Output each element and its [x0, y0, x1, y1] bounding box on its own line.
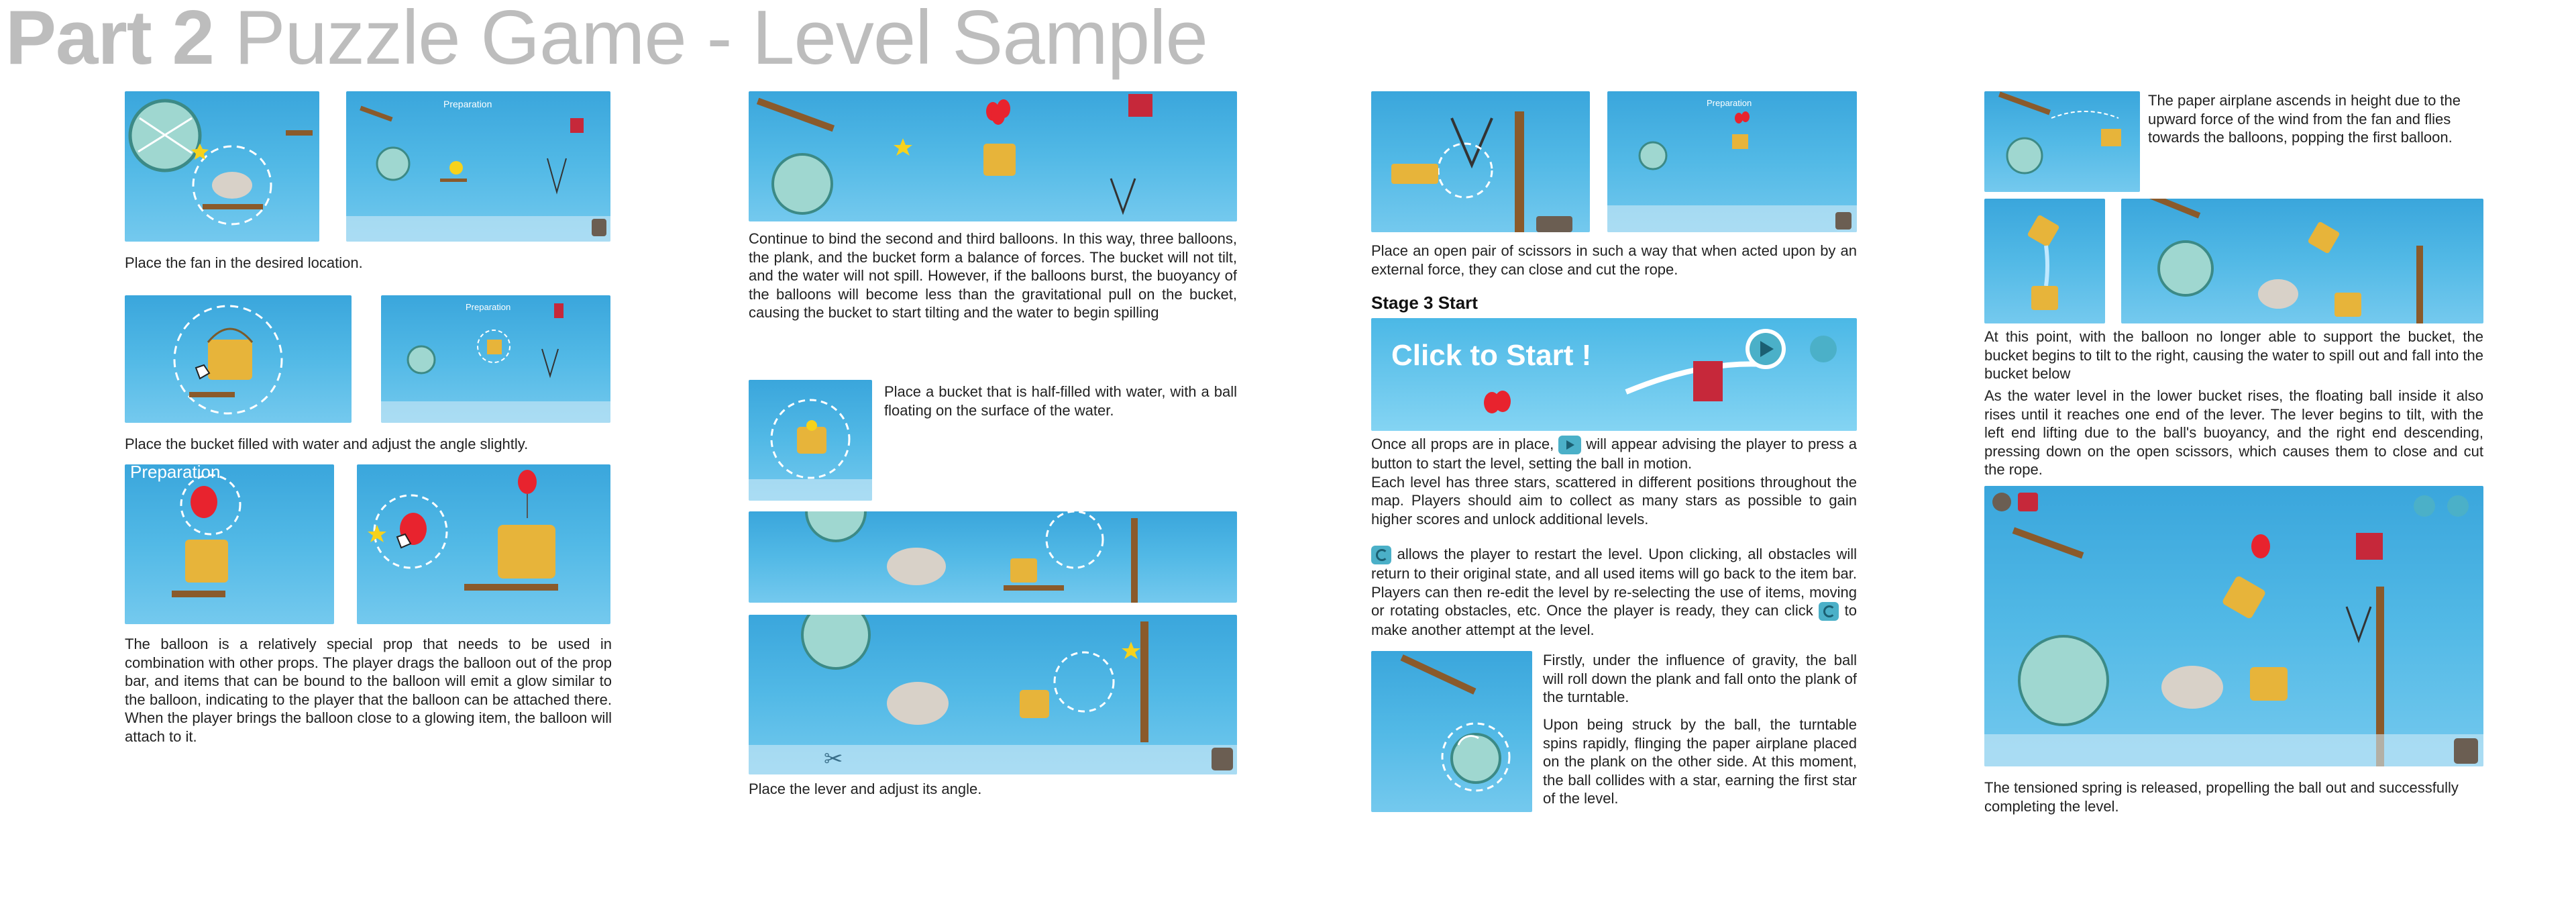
- screenshot-start-banner: [1371, 318, 1857, 431]
- preparation-label: Preparation: [443, 99, 492, 109]
- page-title: Part 2 Puzzle Game - Level Sample: [5, 0, 1208, 81]
- caption-tilt: At this point, with the balloon no longer able to support the bucket, the bucket begins to tilt to the right, causing the water to spill out and fall into the bucket below: [1984, 328, 2483, 382]
- caption-spring: The tensioned spring is released, propelling the ball out and successfully completing the level.: [1984, 779, 2459, 815]
- caption-turntable: Upon being struck by the ball, the turntable spins rapidly, flinging the paper airplane placed on the plank on the other side. At this moment, the ball collides with a star, earning the first star of the level.: [1543, 716, 1857, 807]
- screenshot-three-balloons: [749, 91, 1237, 221]
- caption-airplane: The paper airplane ascends in height due to the upward force of the wind from the fan and flies towards the balloons, popping the first balloon.: [2148, 92, 2461, 146]
- screenshot-completion: [1984, 486, 2483, 766]
- screenshot-spill-2: [2121, 199, 2483, 323]
- preparation-label-4: Preparation: [1707, 98, 1752, 108]
- preparation-label-3: Preparation: [130, 464, 221, 482]
- screenshot-half-bucket: [749, 380, 872, 501]
- caption-half-bucket: Place a bucket that is half-filled with water, with a ball floating on the surface of the water.: [884, 383, 1237, 419]
- screenshot-lever-2: [749, 615, 1237, 774]
- caption-gravity: Firstly, under the influence of gravity, the ball will roll down the plank and fall onto the plank of the turntable.: [1543, 652, 1857, 705]
- screenshot-preparation-3: [1607, 91, 1857, 232]
- preparation-label-2: Preparation: [466, 302, 511, 312]
- screenshot-turntable: [1371, 651, 1532, 812]
- screenshot-balloon-closeup-2: [357, 464, 610, 624]
- screenshot-fan-closeup: [125, 91, 319, 242]
- stage3-heading: Stage 3 Start: [1371, 293, 1478, 313]
- restart-icon[interactable]: [1371, 546, 1391, 564]
- screenshot-spill-1: [1984, 199, 2105, 323]
- caption-fan: Place the fan in the desired location.: [125, 254, 363, 271]
- screenshot-airplane: [1984, 91, 2140, 192]
- screenshot-scissors-closeup: [1371, 91, 1590, 232]
- restart-icon-inline[interactable]: [1819, 602, 1839, 621]
- caption-bucket: Place the bucket filled with water and adjust the angle slightly.: [125, 436, 529, 452]
- stars-description: Each level has three stars, scattered in different positions throughout the map. Players should aim to collect as many stars as possible to gain higher scores and unlock additional levels.: [1371, 473, 1857, 528]
- svg-text:✂: ✂: [824, 746, 843, 772]
- screenshot-preparation-1: [346, 91, 610, 242]
- caption-balloon: The balloon is a relatively special prop that needs to be used in combination with other props. The player drags the balloon out of the prop bar, and items that can be bound to the balloon will emit a glow similar to the balloon, indicating to the player that the balloon can be attached there. When the player brings the balloon close to a glowing item, the balloon will attach to it.: [125, 636, 612, 745]
- caption-scissors: Place an open pair of scissors in such a way that when acted upon by an external force, they can close and cut the rope.: [1371, 242, 1857, 278]
- screenshot-lever-1: [749, 511, 1237, 603]
- screenshot-balloon-closeup-1: [125, 464, 334, 624]
- start-description: Once all props are in place, will appear advising the player to press a button to start the level, setting the ball in motion. Each level has three stars, scattered in different positions throughout the map. Players should aim to collect as many stars as possible to gain higher scores and unlock additional levels.: [1371, 436, 1857, 528]
- screenshot-preparation-2: [381, 295, 610, 423]
- screenshot-bucket-closeup: [125, 295, 352, 423]
- caption-lever: Place the lever and adjust its angle.: [749, 781, 982, 797]
- restart-description: allows the player to restart the level. Upon clicking, all obstacles will return to their original state, and all used items will go back to the item bar. Players can then re-edit the level by re-selecting the use of items, moving or rotating obstacles, etc. Once the player is ready, they can click to make another attempt at the level.: [1371, 546, 1857, 639]
- caption-water-rise: As the water level in the lower bucket rises, the floating ball inside it also rises until it reaches one end of the lever. The lever begins to tilt, with the left end lifting due to the ball's buoyancy, and the right end descending, pressing down on the open scissors, which causes them to close and cut the rope.: [1984, 387, 2483, 478]
- start-banner-label: Click to Start !: [1391, 339, 1592, 372]
- caption-bind: Continue to bind the second and third balloons. In this way, three balloons, the plank, and the bucket form a balance of forces. The bucket will not tilt, and the water will not spill. However, if the balloons burst, the buoyancy of the balloons will become less than the gravitational pull on the bucket, causing the bucket to start tilting and the water to begin spilling: [749, 230, 1237, 321]
- play-icon[interactable]: [1558, 436, 1581, 454]
